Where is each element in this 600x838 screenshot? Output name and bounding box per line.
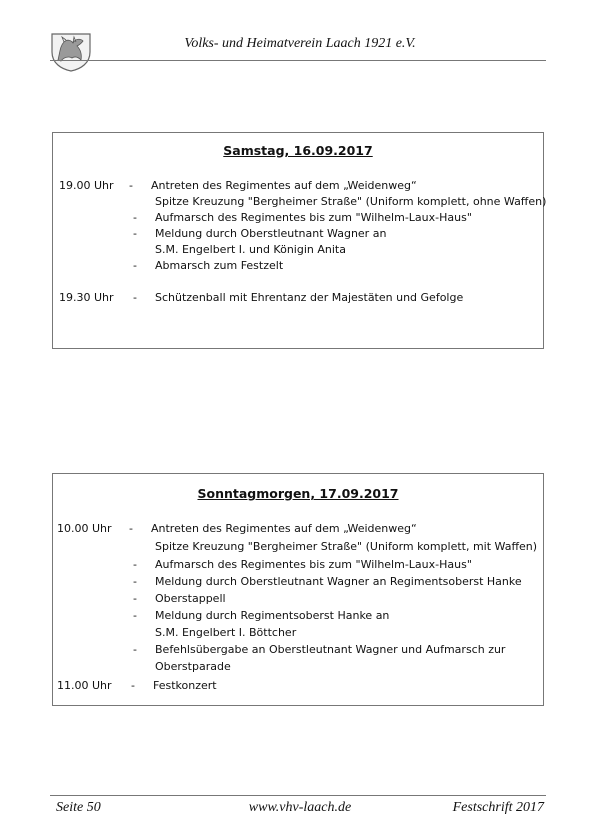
sonntag-item-befehlsuebergabe: Befehlsübergabe an Oberstleutnant Wagner und Aufmarsch zur	[155, 643, 506, 656]
samstag-item-meldung-detail: S.M. Engelbert I. und Königin Anita	[155, 243, 346, 256]
footer-divider	[50, 795, 546, 796]
sonntag-item-meldung-hanke: Meldung durch Oberstleutnant Wagner an Regimentsoberst Hanke	[155, 575, 522, 588]
sonntag-dash: -	[133, 609, 137, 622]
footer-website: www.vhv-laach.de	[248, 800, 352, 815]
sonntag-item-festkonzert: Festkonzert	[153, 679, 217, 692]
sonntag-time-1000: 10.00 Uhr	[57, 522, 112, 535]
sonntag-dash: -	[129, 522, 133, 535]
samstag-schedule-box	[52, 132, 547, 349]
samstag-time-1900: 19.00 Uhr	[59, 179, 114, 192]
samstag-item-meldung: Meldung durch Oberstleutnant Wagner an	[155, 227, 387, 240]
samstag-item-abmarsch: Abmarsch zum Festzelt	[155, 259, 284, 272]
samstag-title: Samstag, 16.09.2017	[223, 143, 373, 158]
sonntag-dash: -	[133, 558, 137, 571]
footer-publication: Festschrift 2017	[452, 800, 544, 815]
sonntag-dash: -	[133, 592, 137, 605]
samstag-time-1930: 19.30 Uhr	[59, 291, 114, 304]
sonntag-dash: -	[133, 643, 137, 656]
sonntag-item-aufmarsch: Aufmarsch des Regimentes bis zum "Wilhelm-Laux-Haus"	[155, 558, 472, 571]
sonntag-title: Sonntagmorgen, 17.09.2017	[197, 486, 399, 501]
sonntag-schedule-box	[52, 473, 544, 706]
samstag-item-antreten-detail: Spitze Kreuzung "Bergheimer Straße" (Uniform komplett, ohne Waffen)	[155, 195, 547, 208]
samstag-dash: -	[133, 259, 137, 272]
sonntag-item-antreten-detail: Spitze Kreuzung "Bergheimer Straße" (Uniform komplett, mit Waffen)	[155, 540, 538, 553]
samstag-item-aufmarsch: Aufmarsch des Regimentes bis zum "Wilhelm-Laux-Haus"	[155, 211, 472, 224]
sonntag-item-meldung-detail: S.M. Engelbert I. Böttcher	[155, 626, 297, 639]
sonntag-dash: -	[133, 575, 137, 588]
page-number: Seite 50	[56, 800, 101, 815]
sonntag-item-oberstappell: Oberstappell	[155, 592, 226, 605]
samstag-dash: -	[133, 227, 137, 240]
samstag-dash: -	[133, 211, 137, 224]
samstag-dash: -	[129, 179, 133, 192]
sonntag-time-1100: 11.00 Uhr	[57, 679, 112, 692]
sonntag-dash: -	[131, 679, 135, 692]
header-title: Volks- und Heimatverein Laach 1921 e.V.	[184, 36, 416, 51]
samstag-item-antreten: Antreten des Regimentes auf dem „Weidenweg“	[151, 179, 417, 192]
header-divider	[50, 60, 546, 61]
sonntag-item-antreten: Antreten des Regimentes auf dem „Weidenweg“	[151, 522, 417, 535]
sonntag-item-befehlsuebergabe-detail: Oberstparade	[155, 660, 231, 673]
samstag-dash: -	[133, 291, 137, 304]
samstag-item-schuetzenball: Schützenball mit Ehrentanz der Majestäten und Gefolge	[155, 291, 464, 304]
sonntag-item-meldung: Meldung durch Regimentsoberst Hanke an	[155, 609, 390, 622]
